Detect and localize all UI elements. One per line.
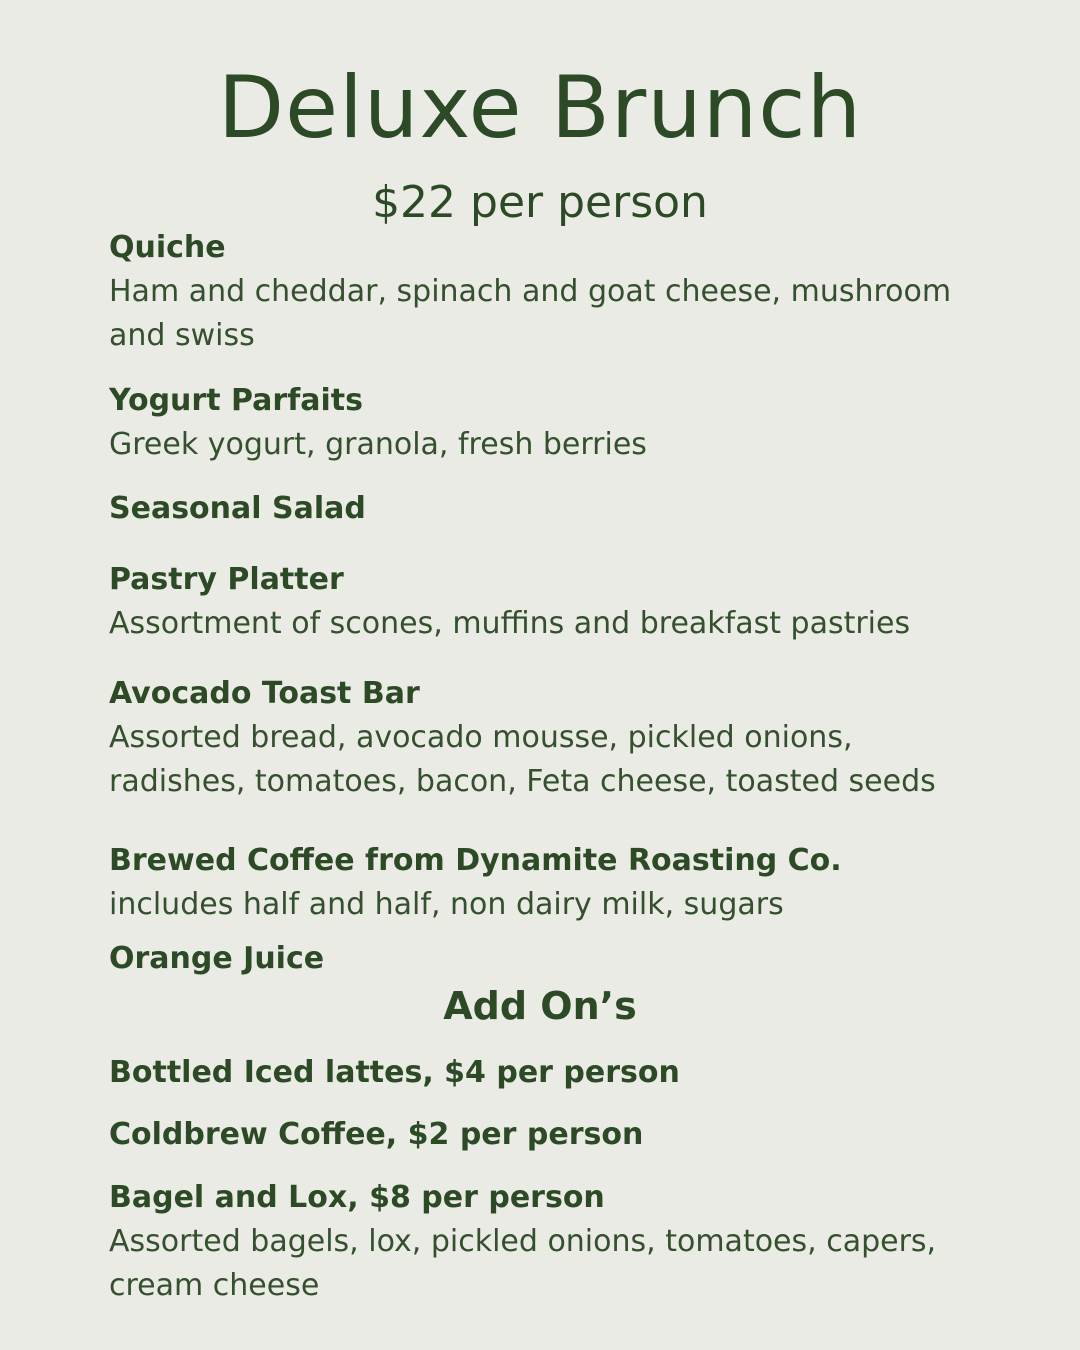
item-name: Pastry Platter bbox=[109, 562, 344, 597]
addon-iced-lattes bbox=[109, 1051, 989, 1095]
item-name: Quiche bbox=[109, 230, 226, 265]
item-name: Orange Juice bbox=[109, 941, 325, 976]
item-description: Assortment of scones, muffins and breakfast pastries bbox=[109, 606, 911, 641]
addons-heading: Add On’s bbox=[443, 984, 637, 1028]
addon-name: Bagel and Lox, $8 per person bbox=[109, 1180, 605, 1215]
addon-name: Bottled Iced lattes, $4 per person bbox=[109, 1055, 680, 1090]
menu-item-avocado-toast-bar bbox=[109, 672, 989, 804]
item-description: includes half and half, non dairy milk, sugars bbox=[109, 887, 784, 922]
item-name: Seasonal Salad bbox=[109, 491, 366, 526]
menu-price: $22 per person bbox=[372, 177, 708, 228]
item-description: Assorted bread, avocado mousse, pickled onions, radishes, tomatoes, bacon, Feta cheese, toasted seeds bbox=[109, 720, 936, 799]
menu-item-brewed-coffee bbox=[109, 839, 989, 927]
addon-coldbrew bbox=[109, 1113, 989, 1157]
menu-item-seasonal-salad bbox=[109, 487, 989, 531]
item-description: Greek yogurt, granola, fresh berries bbox=[109, 427, 647, 462]
addon-bagel-and-lox bbox=[109, 1176, 989, 1308]
menu-item-yogurt-parfaits bbox=[109, 379, 989, 467]
item-name: Yogurt Parfaits bbox=[109, 383, 363, 418]
menu-item-orange-juice bbox=[109, 937, 989, 981]
menu-title: Deluxe Brunch bbox=[217, 58, 863, 158]
menu-item-pastry-platter bbox=[109, 558, 989, 646]
item-name: Brewed Coffee from Dynamite Roasting Co. bbox=[109, 843, 842, 878]
addon-name: Coldbrew Coffee, $2 per person bbox=[109, 1117, 644, 1152]
item-description: Ham and cheddar, spinach and goat cheese, mushroom and swiss bbox=[109, 274, 952, 353]
addon-description: Assorted bagels, lox, pickled onions, tomatoes, capers, cream cheese bbox=[109, 1224, 937, 1303]
menu-item-quiche bbox=[109, 226, 989, 358]
item-name: Avocado Toast Bar bbox=[109, 676, 420, 711]
